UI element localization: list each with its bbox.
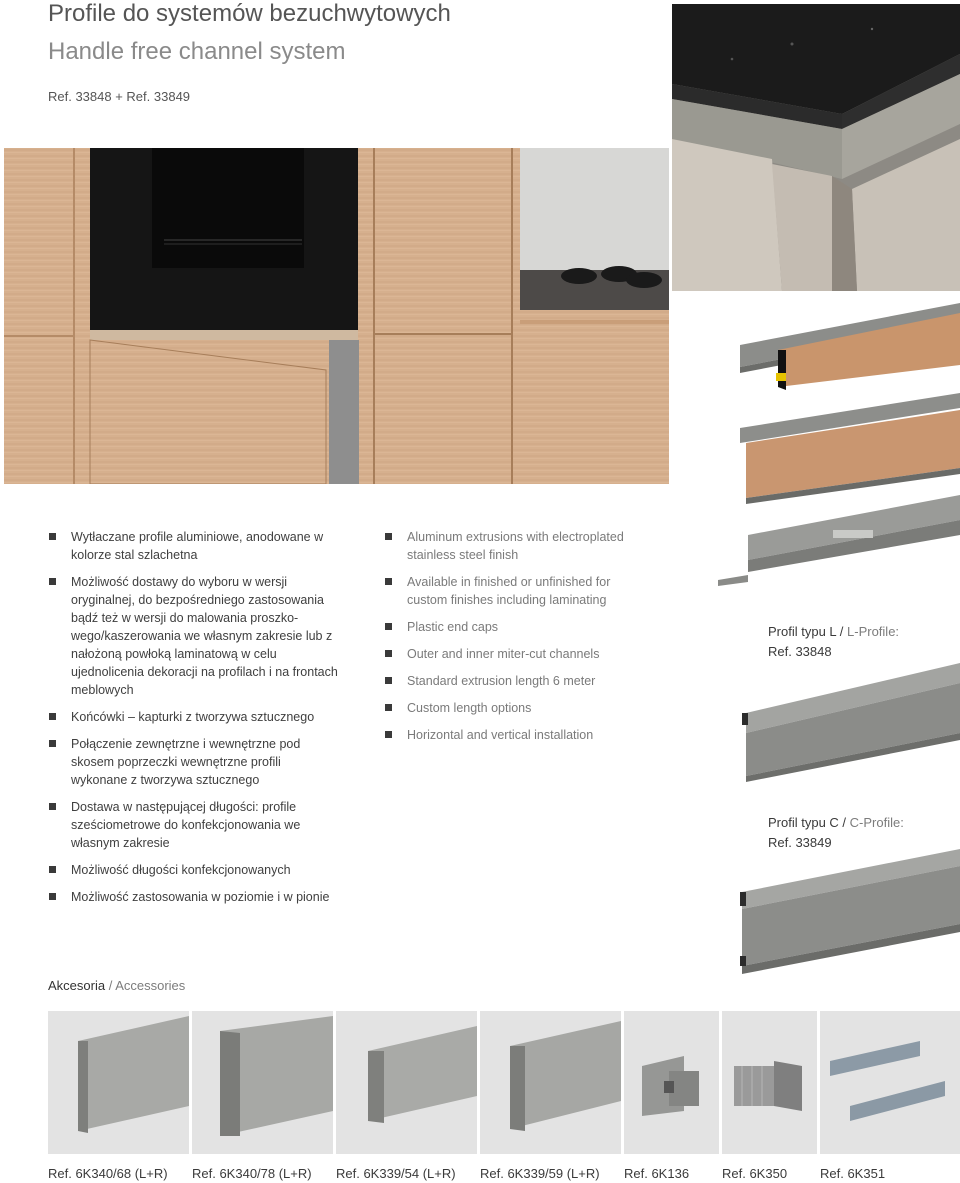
feature-item: Wytłaczane profile aluminiowe, anodowane w kolorze stal szlachetna (48, 528, 338, 564)
accessory-ref-3: Ref. 6K339/54 (L+R) (336, 1166, 456, 1181)
c-profile-render (736, 844, 960, 974)
features-list-pl (48, 528, 338, 915)
accessory-image-4 (480, 1011, 621, 1154)
feature-item: Available in finished or unfinished for custom finishes including laminating (384, 573, 654, 609)
c-profile-ref: Ref. 33849 (768, 835, 832, 850)
c-profile-separator: / (838, 815, 850, 830)
accessory-ref-1: Ref. 6K340/68 (L+R) (48, 1166, 168, 1181)
feature-item: Możliwość długości konfekcjonowanych (48, 861, 338, 879)
c-profile-label-en: C-Profile: (849, 815, 904, 830)
feature-item: Dostawa w następującej długości: profile sześciometrowe do konfekcjonowania we własnym zakresie (48, 798, 338, 852)
accessory-image-2 (192, 1011, 333, 1154)
feature-item: Końcówki – kapturki z tworzywa sztucznego (48, 708, 338, 726)
feature-item: Horizontal and vertical installation (384, 726, 654, 744)
l-profile-render (736, 658, 960, 783)
accessories-title (48, 978, 185, 993)
reference-numbers: Ref. 33848 + Ref. 33849 (48, 89, 191, 104)
accessory-ref-5: Ref. 6K136 (624, 1166, 690, 1181)
accessories-title-separator: / (105, 978, 116, 993)
l-profile-label-en: L-Profile: (847, 624, 900, 639)
accessory-ref-6: Ref. 6K350 (722, 1166, 788, 1181)
feature-item: Custom length options (384, 699, 654, 717)
feature-item: Możliwość zastosowania w poziomie i w pionie (48, 888, 338, 906)
l-profile-ref: Ref. 33848 (768, 644, 832, 659)
feature-item: Plastic end caps (384, 618, 654, 636)
l-profile-separator: / (836, 624, 848, 639)
feature-item: Połączenie zewnętrzne i wewnętrzne pod skosem poprzeczki wewnętrzne profili wykonane z tworzywa sztucznego (48, 735, 338, 789)
accessory-ref-2: Ref. 6K340/78 (L+R) (192, 1166, 312, 1181)
accessory-image-3 (336, 1011, 477, 1154)
page-subtitle: Handle free channel system (48, 38, 346, 65)
kitchen-photo (4, 148, 669, 484)
feature-item: Aluminum extrusions with electroplated stainless steel finish (384, 528, 654, 564)
features-list-en (384, 528, 654, 753)
accessory-image-7 (820, 1011, 960, 1154)
accessories-title-en: Accessories (115, 978, 186, 993)
profile-render-channel (718, 490, 960, 590)
accessory-ref-4: Ref. 6K339/59 (L+R) (480, 1166, 600, 1181)
feature-item: Standard extrusion length 6 meter (384, 672, 654, 690)
feature-item: Możliwość dostawy do wyboru w wersji oryginalnej, do bezpośredniego zastosowania bądź też w wersji do malowania proszko-wego/kaszerowania we własnym zakresie lub z nałożoną powłoką laminatową w celu ujednolicenia dekoracji na profilach i na frontach meblowych (48, 573, 338, 699)
accessory-image-5 (624, 1011, 719, 1154)
accessory-ref-7: Ref. 6K351 (820, 1166, 886, 1181)
page-title: Profile do systemów bezuchwytowych (48, 0, 451, 27)
accessory-image-6 (722, 1011, 817, 1154)
l-profile-caption (768, 622, 899, 662)
feature-item: Outer and inner miter-cut channels (384, 645, 654, 663)
c-profile-label-pl: Profil typu C (768, 815, 839, 830)
l-profile-label-pl: Profil typu L (768, 624, 837, 639)
accessory-image-1 (48, 1011, 189, 1154)
countertop-corner-photo (672, 4, 960, 291)
accessories-title-pl: Akcesoria (48, 978, 106, 993)
